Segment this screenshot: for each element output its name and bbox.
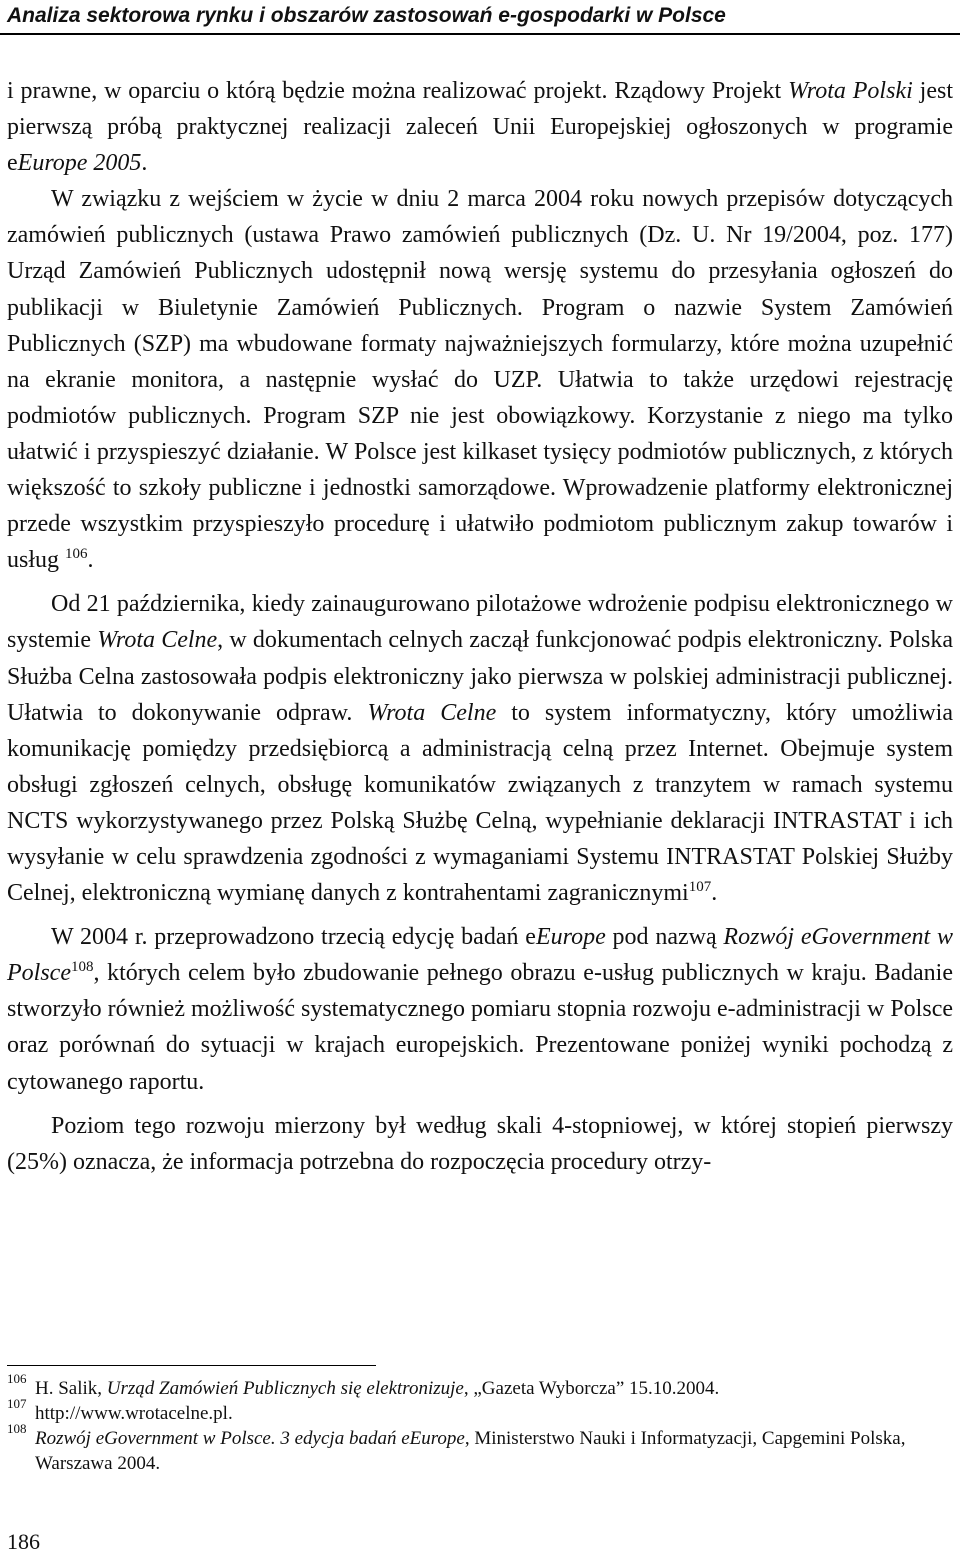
paragraph-1: i prawne, w oparciu o którą będzie można realizować projekt. Rządowy Projekt Wrota Polski jest pierwszą próbą praktycznej realizacji zaleceń Unii Europejskiej ogłoszonych w programie eEurope 2005. <box>7 78 953 177</box>
footnote-106: 106 H. Salik, Urząd Zamówień Publicznych się elektronizuje, „Gazeta Wyborcza” 15.10.2004. <box>7 1371 720 1399</box>
footnote-ref-108[interactable]: 108 <box>70 959 94 976</box>
italic-europe-2005: Europe 2005 <box>17 150 142 177</box>
running-header: Analiza sektorowa rynku i obszarów zastosowań e-gospodarki w Polsce <box>7 4 726 27</box>
italic-wrota-celne-2: Wrota Celne <box>367 699 497 726</box>
paragraph-2: W związku z wejściem w życie w dniu 2 marca 2004 roku nowych przepisów dotyczących zamówień publicznych (ustawa Prawo zamówień publicznych (Dz. U. Nr 19/2004, poz. 177) Urząd Zamówień Publicznych udostępnił nową wersję systemu do przesyłania ogłoszeń do publikacji w Biuletynie Zamówień Publicznych. Program o nazwie System Zamówień Publicznych (SZP) ma wbudowane formaty najważniejszych formularzy, które można uzupełnić na ekranie monitora, a następnie wysłać do UZP. Ułatwia to także urzędowi rejestrację podmiotów publicznych. Program SZP nie jest obowiązkowy. Korzystanie z niego ma tylko ułatwić i przyspieszyć działanie. W Polsce jest kilkaset tysięcy podmiotów publicznych, z których większość to szkoły publiczne i jednostki samorządowe. Wprowadzenie platformy elektronicznej przede wszystkim przyspieszyło procedurę i ułatwiło podmiotom publicznym zakup towarów i usług $^{106}$. <box>7 186 953 574</box>
paragraph-5: Poziom tego rozwoju mierzony był według skali 4-stopniowej, w której stopień pierwszy (25%) oznacza, że informacja potrzebna do rozpoczęcia procedury otrzy- <box>7 1112 953 1175</box>
footnotes <box>7 1371 953 1476</box>
footnote-link[interactable]: http://www.wrotacelne.pl. <box>35 1403 233 1424</box>
footnote-number: 108 <box>7 1421 27 1436</box>
italic-wrota-celne: Wrota Celne <box>97 627 218 654</box>
footnote-108: 108 Rozwój eGovernment w Polsce. 3 edycja badań eEurope, Ministerstwo Nauki i Informatyzacji, Capgemini Polska, Warszawa 2004. <box>7 1421 906 1474</box>
paragraph-3: Od 21 października, kiedy zainaugurowano pilotażowe wdrożenie podpisu elektronicznego w systemie Wrota Celne, w dokumentach celnych zaczął funkcjonować podpis elektroniczny. Polska Służba Celna zastosowała podpis elektroniczny jako pierwsza w polskiej administracji publicznej. Ułatwia to dokonywanie odpraw. Wrota Celne to system informatyczny, który umożliwia komunikację pomiędzy przedsiębiorcą a administracją celną przez Internet. Obejmuje system obsługi zgłoszeń celnych, obsługę komunikatów związanych z tranzytem w ramach systemu NCTS wykorzystywanego przez Polską Służbę Celną, wypełnianie deklaracji INTRASTAT i ich wysyłanie w celu sprawdzenia zgodności z wymaganiami Systemu INTRASTAT Polskiej Służby Celnej, elektroniczną wymianę danych z kontrahentami zagranicznymi$^{107}$. <box>7 591 953 907</box>
header-rule <box>0 33 960 35</box>
italic-rozwoj-egovernment: Rozwój eGovernment w Polsce <box>7 924 953 987</box>
italic-wrota-polski: Wrota Polski <box>788 78 913 104</box>
footnote-number: 106 <box>7 1371 27 1386</box>
footnote-separator <box>7 1365 376 1366</box>
footnote-107 <box>7 1396 953 1426</box>
footnote-ref-107[interactable]: 107 <box>688 879 712 896</box>
paragraph-4: W 2004 r. przeprowadzono trzecią edycję badań eEurope pod nazwą Rozwój eGovernment w Polsce$^{108}$, których celem było zbudowanie pełnego obrazu e-usług publicznych w kraju. Badanie stworzyło również możliwość systematycznego pomiaru stopnia rozwoju e-administracji w Polsce oraz porównań do sytuacji w krajach europejskich. Prezentowane poniżej wyniki pochodzą z cytowanego raportu. <box>7 924 953 1095</box>
page-number: 186 <box>7 1529 40 1554</box>
footnote-ref-106[interactable]: 106 <box>65 546 88 563</box>
footnote-number: 107 <box>7 1396 27 1411</box>
body-text <box>7 73 953 1180</box>
italic-europe: Europe <box>535 924 606 951</box>
